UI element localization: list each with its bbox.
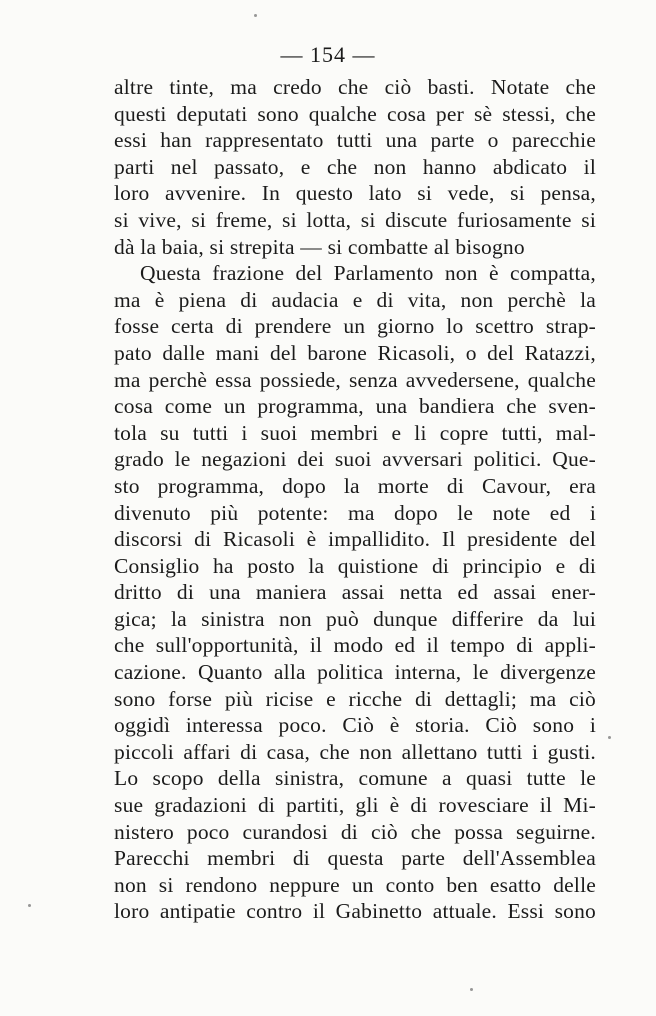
text-line: Consiglio ha posto la quistione di principio e di xyxy=(114,553,596,578)
text-line: grado le negazioni dei suoi avversari politici. Que- xyxy=(114,447,596,472)
text-line: Questa frazione del Parlamento non è compatta, xyxy=(140,261,596,286)
text-line: sue gradazioni di partiti, gli è di rovesciare il Mi- xyxy=(114,793,596,818)
text-line: cosa come un programma, una bandiera che sven- xyxy=(114,394,596,419)
text-line: dritto di una maniera assai netta ed assai ener- xyxy=(114,580,596,605)
text-line: sono forse più ricise e ricche di dettagli; ma ciò xyxy=(114,686,596,711)
text-line: divenuto più potente: ma dopo le note ed i xyxy=(114,500,596,525)
text-line: gica; la sinistra non può dunque differire da lui xyxy=(114,606,596,631)
text-line: che sull'opportunità, il modo ed il tempo di appli- xyxy=(114,633,596,658)
page-number: — 154 — xyxy=(280,42,376,67)
body-text xyxy=(114,74,596,925)
text-line: oggidì interessa poco. Ciò è storia. Ciò sono i xyxy=(114,713,596,738)
paper-speck xyxy=(28,904,31,907)
text-line: essi han rappresentato tutti una parte o parecchie xyxy=(114,128,596,153)
text-line: parti nel passato, e che non hanno abdicato il xyxy=(114,154,596,179)
text-line: Lo scopo della sinistra, comune a quasi tutte le xyxy=(114,766,596,791)
text-line: loro antipatie contro il Gabinetto attuale. Essi sono xyxy=(114,899,596,924)
text-line: fosse certa di prendere un giorno lo scettro strap- xyxy=(114,314,596,339)
text-line: cazione. Quanto alla politica interna, le divergenze xyxy=(114,660,596,685)
text-line: Parecchi membri di questa parte dell'Assemblea xyxy=(114,846,596,871)
text-line: discorsi di Ricasoli è impallidito. Il presidente del xyxy=(114,527,596,552)
text-line: altre tinte, ma credo che ciò basti. Notate che xyxy=(114,75,596,99)
text-line: nistero poco curandosi di ciò che possa seguirne. xyxy=(114,819,596,844)
text-line: dà la baia, si strepita — si combatte al bisogno xyxy=(114,234,525,259)
text-line: tola su tutti i suoi membri e li copre tutti, mal- xyxy=(114,420,596,445)
text-line: ma è piena di audacia e di vita, non perchè la xyxy=(114,287,596,312)
text-line: questi deputati sono qualche cosa per sè stessi, che xyxy=(114,101,596,126)
text-line: non si rendono neppure un conto ben esatto delle xyxy=(114,872,596,897)
paper-speck xyxy=(254,14,257,17)
text-line: pato dalle mani del barone Ricasoli, o del Ratazzi, xyxy=(114,340,596,365)
paper-speck xyxy=(470,988,473,991)
text-line: piccoli affari di casa, che non allettano tutti i gusti. xyxy=(114,739,596,764)
text-line: si vive, si freme, si lotta, si discute furiosamente si xyxy=(114,207,596,232)
text-line: loro avvenire. In questo lato si vede, si pensa, xyxy=(114,181,596,206)
text-line: sto programma, dopo la morte di Cavour, era xyxy=(114,473,596,498)
text-line: ma perchè essa possiede, senza avvedersene, qualche xyxy=(114,367,596,392)
paper-speck xyxy=(608,736,611,739)
